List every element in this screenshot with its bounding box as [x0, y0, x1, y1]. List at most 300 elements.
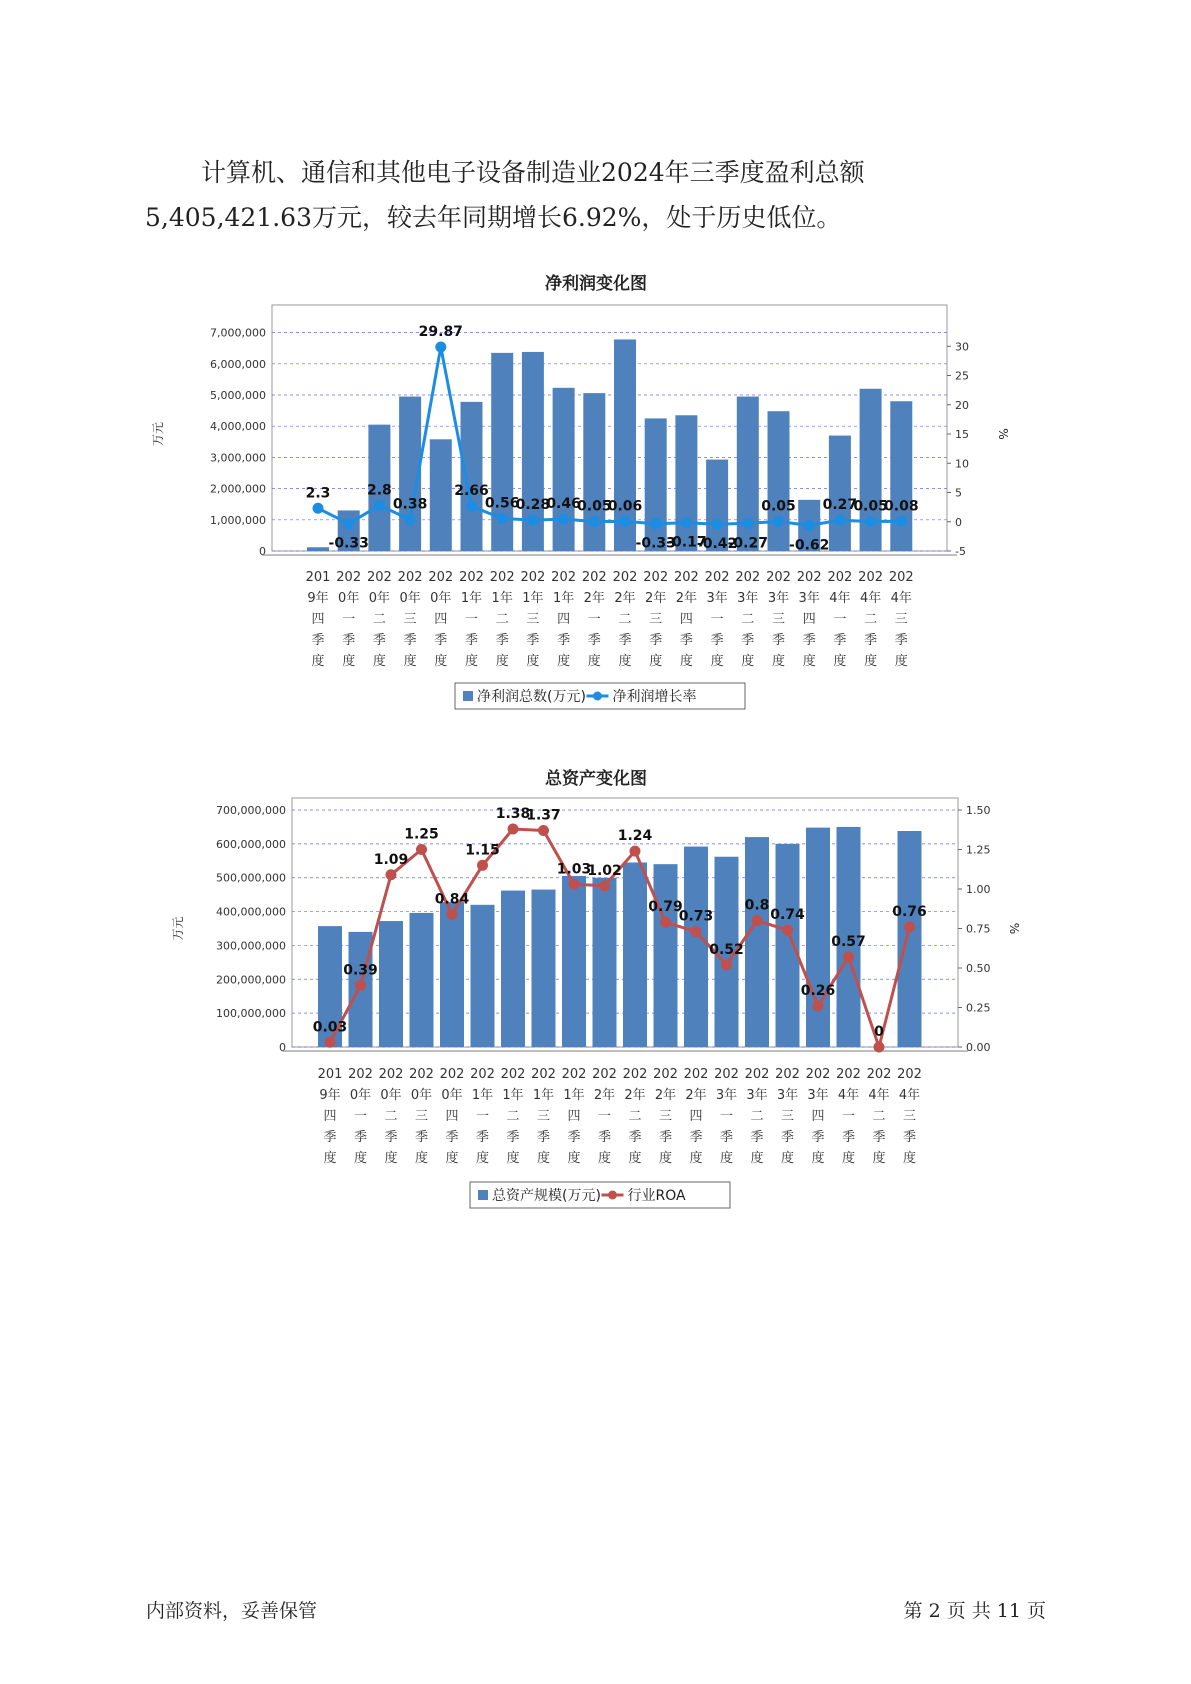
x-tick-label: 三	[414, 1109, 429, 1124]
bar	[430, 439, 452, 551]
x-tick-label: 度	[464, 654, 479, 669]
data-label: 0.26	[800, 982, 836, 999]
x-tick-label: 季	[445, 1130, 459, 1145]
x-tick-label: 202	[653, 1067, 678, 1082]
footer-page-number: 第 2 页 共 11 页	[903, 1600, 1046, 1622]
x-tick-label: 202	[348, 1067, 373, 1082]
x-tick-label: 4年	[829, 591, 851, 606]
x-tick-label: 度	[526, 654, 540, 669]
data-label: 0.08	[884, 498, 919, 515]
y2-tick-label: 10	[955, 457, 969, 471]
bar	[898, 831, 922, 1047]
x-tick-label: 季	[771, 633, 786, 648]
bar	[440, 902, 464, 1047]
x-tick-label: 季	[811, 1130, 825, 1145]
x-tick-label: 9年	[319, 1088, 341, 1103]
bar	[532, 890, 556, 1047]
series-point	[466, 501, 477, 512]
x-tick-label: 3年	[737, 591, 759, 606]
series-point	[834, 515, 845, 526]
series-point	[589, 516, 600, 527]
x-tick-label: 季	[802, 633, 816, 648]
x-tick-label: 201	[317, 1067, 343, 1082]
bar	[806, 828, 830, 1047]
x-tick-label: 三	[902, 1109, 917, 1124]
x-tick-label: 二	[372, 612, 386, 627]
x-tick-label: 1年	[460, 591, 483, 606]
x-tick-label: 度	[894, 654, 908, 669]
legend	[470, 1182, 730, 1208]
x-tick-label: 季	[679, 633, 693, 648]
x-tick-label: 季	[342, 633, 356, 648]
x-tick-label: 季	[864, 633, 878, 648]
x-tick-label: 2年	[645, 591, 667, 606]
data-label: 1.24	[617, 828, 653, 845]
x-tick-label: 度	[506, 1151, 520, 1166]
data-label: 2.3	[305, 485, 331, 502]
x-tick-label: 季	[780, 1130, 795, 1145]
summary-line-1: 计算机、通信和其他电子设备制造业2024年三季度盈利总额	[201, 158, 865, 187]
y2-tick-label: 1.25	[966, 843, 991, 857]
x-tick-label: 202	[561, 1067, 587, 1082]
bar	[379, 921, 403, 1047]
x-tick-label: 0年	[410, 1088, 433, 1103]
y2-tick-label: 1.00	[966, 883, 991, 896]
x-tick-label: 三	[649, 612, 663, 627]
bar	[562, 876, 586, 1047]
x-tick-label: 3年	[807, 1088, 829, 1103]
series-point	[650, 518, 661, 529]
series-point	[874, 1042, 885, 1053]
series-point	[355, 980, 366, 991]
bar	[684, 847, 708, 1047]
x-tick-label: 季	[597, 1130, 612, 1145]
x-tick-label: 一	[587, 612, 601, 627]
data-label: 0.46	[546, 496, 581, 513]
y2-tick-label: -5	[955, 545, 966, 558]
data-label: 0.06	[607, 498, 643, 515]
x-tick-label: 202	[836, 1067, 861, 1082]
x-tick-label: 4年	[898, 1088, 921, 1103]
x-tick-label: 202	[683, 1067, 709, 1082]
bar	[829, 436, 851, 551]
x-tick-label: 1年	[491, 591, 513, 606]
data-label: 0.74	[770, 907, 805, 924]
bar	[645, 418, 667, 551]
y2-axis-label: %	[1007, 922, 1021, 935]
x-tick-label: 季	[649, 633, 663, 648]
series-point	[325, 1037, 336, 1048]
x-tick-label: 202	[796, 570, 822, 585]
x-tick-label: 一	[597, 1109, 612, 1124]
x-tick-label: 季	[872, 1130, 886, 1145]
x-tick-label: 度	[750, 1151, 764, 1166]
x-tick-label: 二	[506, 1109, 520, 1124]
series-point	[804, 520, 815, 531]
data-label: 0.84	[434, 891, 470, 908]
series-point	[904, 921, 915, 932]
legend-swatch-dot	[608, 1191, 617, 1200]
x-tick-label: 一	[841, 1109, 856, 1124]
bar	[583, 393, 605, 551]
x-tick-label: 季	[495, 633, 509, 648]
data-label: 0.05	[853, 498, 888, 515]
bar	[776, 844, 800, 1047]
data-label: 0.79	[648, 899, 683, 916]
series-point	[620, 516, 631, 527]
x-tick-label: 二	[741, 612, 755, 627]
y2-tick-label: 0.75	[966, 922, 991, 936]
x-tick-label: 三	[526, 612, 540, 627]
x-tick-label: 二	[750, 1109, 764, 1124]
y-tick-label: 4,000,000	[210, 420, 266, 434]
data-label: 0.28	[515, 497, 551, 514]
x-tick-label: 202	[766, 570, 791, 585]
x-tick-label: 202	[397, 570, 423, 585]
x-tick-label: 0年	[368, 591, 391, 606]
data-label: 2.66	[454, 483, 489, 500]
x-tick-label: 季	[719, 1130, 734, 1145]
x-tick-label: 1年	[563, 1088, 585, 1103]
x-tick-label: 度	[811, 1151, 825, 1166]
data-label: 1.38	[495, 805, 531, 822]
x-tick-label: 202	[378, 1067, 404, 1082]
x-tick-label: 202	[551, 570, 577, 585]
series-point	[374, 500, 385, 511]
x-tick-label: 二	[864, 612, 878, 627]
x-tick-label: 度	[780, 1151, 795, 1166]
x-tick-label: 季	[506, 1130, 520, 1145]
x-tick-label: 度	[771, 654, 786, 669]
x-tick-label: 2年	[583, 591, 605, 606]
x-tick-label: 202	[827, 570, 853, 585]
series-point	[599, 880, 610, 891]
x-tick-label: 202	[520, 570, 546, 585]
x-tick-label: 0年	[380, 1088, 402, 1103]
y-tick-label: 300,000,000	[216, 939, 286, 953]
x-tick-label: 季	[741, 633, 755, 648]
x-tick-label: 度	[872, 1151, 886, 1166]
y2-tick-label: 0	[955, 515, 962, 529]
series-point	[405, 514, 416, 525]
x-tick-label: 度	[353, 1151, 368, 1166]
x-tick-label: 度	[902, 1151, 917, 1166]
x-tick-label: 3年	[776, 1088, 799, 1103]
x-tick-label: 202	[592, 1067, 617, 1082]
x-tick-label: 202	[858, 570, 884, 585]
x-tick-label: 2年	[624, 1088, 646, 1103]
y2-tick-label: 0.50	[966, 962, 991, 975]
summary-line-2: 5,405,421.63万元，较去年同期增长6.92%，处于历史低位。	[145, 203, 842, 232]
x-tick-label: 0年	[441, 1088, 463, 1103]
x-tick-label: 二	[628, 1109, 642, 1124]
x-tick-label: 2年	[675, 591, 698, 606]
series-point	[343, 518, 354, 529]
x-tick-label: 季	[628, 1130, 642, 1145]
data-label: 0.73	[678, 908, 714, 925]
y2-tick-label: 20	[955, 398, 969, 412]
x-tick-label: 四	[811, 1109, 825, 1124]
series-point	[843, 951, 854, 962]
x-tick-label: 度	[414, 1151, 429, 1166]
x-tick-label: 四	[689, 1109, 703, 1124]
x-tick-label: 202	[428, 570, 454, 585]
series-point	[813, 1000, 824, 1011]
x-tick-label: 三	[536, 1109, 551, 1124]
x-tick-label: 度	[719, 1151, 734, 1166]
data-label: 0.52	[709, 941, 744, 958]
series-point	[742, 518, 753, 529]
x-tick-label: 度	[475, 1151, 490, 1166]
y2-tick-label: 5	[955, 486, 962, 500]
x-tick-label: 202	[409, 1067, 434, 1082]
data-label: 1.09	[373, 851, 409, 868]
x-tick-label: 201	[305, 570, 331, 585]
y2-axis-label: %	[996, 428, 1010, 440]
x-tick-label: 季	[526, 633, 540, 648]
x-tick-label: 202	[714, 1067, 739, 1082]
data-label: 2.8	[366, 482, 392, 499]
x-tick-label: 度	[445, 1151, 459, 1166]
x-tick-label: 一	[475, 1109, 490, 1124]
series-point	[447, 909, 458, 920]
x-tick-label: 二	[495, 612, 509, 627]
y-tick-label: 100,000,000	[216, 1007, 286, 1021]
bar	[461, 402, 483, 551]
x-tick-label: 一	[710, 612, 724, 627]
series-point	[773, 516, 784, 527]
x-tick-label: 度	[864, 654, 878, 669]
x-tick-label: 2年	[593, 1088, 616, 1103]
x-tick-label: 202	[704, 570, 730, 585]
x-tick-label: 度	[741, 654, 755, 669]
y-tick-label: 2,000,000	[210, 482, 266, 496]
data-label: 1.15	[465, 842, 500, 859]
x-tick-label: 度	[495, 654, 509, 669]
x-tick-label: 二	[618, 612, 632, 627]
x-tick-label: 季	[618, 633, 632, 648]
chart-title: 净利润变化图	[545, 274, 647, 294]
x-tick-label: 季	[464, 633, 479, 648]
x-tick-label: 度	[618, 654, 632, 669]
x-tick-label: 三	[780, 1109, 795, 1124]
x-tick-label: 四	[445, 1109, 459, 1124]
series-point	[558, 514, 569, 525]
x-tick-label: 2年	[614, 591, 636, 606]
x-tick-label: 季	[414, 1130, 429, 1145]
x-tick-label: 季	[323, 1130, 337, 1145]
x-tick-label: 季	[536, 1130, 551, 1145]
y2-tick-label: 25	[955, 369, 969, 383]
x-tick-label: 度	[833, 654, 847, 669]
x-tick-label: 季	[587, 633, 601, 648]
series-point	[782, 925, 793, 936]
data-label: 1.37	[526, 807, 561, 824]
y-axis-label: 万元	[151, 421, 165, 447]
x-tick-label: 1年	[552, 591, 575, 606]
x-tick-label: 度	[802, 654, 816, 669]
data-label: -0.42	[696, 536, 738, 553]
x-tick-label: 202	[866, 1067, 892, 1082]
x-tick-label: 202	[581, 570, 607, 585]
x-tick-label: 季	[557, 633, 571, 648]
bar	[471, 905, 495, 1047]
x-tick-label: 0年	[430, 591, 452, 606]
series-point	[691, 926, 702, 937]
legend-swatch-bar	[478, 1190, 488, 1200]
data-label: 1.25	[404, 826, 439, 843]
data-label: 0.05	[577, 498, 612, 515]
x-tick-label: 四	[802, 612, 816, 627]
series-point	[752, 915, 763, 926]
data-label: -0.33	[328, 535, 369, 552]
x-tick-label: 4年	[837, 1088, 860, 1103]
y-tick-label: 6,000,000	[210, 357, 266, 371]
x-tick-label: 度	[587, 654, 601, 669]
data-label: 0.03	[312, 1019, 348, 1036]
y-axis-label: 万元	[171, 916, 185, 941]
x-tick-label: 二	[872, 1109, 886, 1124]
x-tick-label: 四	[679, 612, 693, 627]
net-profit-chart	[0, 265, 1191, 715]
footer-confidential-note: 内部资料，妥善保管	[146, 1600, 318, 1622]
x-tick-label: 202	[489, 570, 515, 585]
bar	[675, 415, 697, 551]
bar	[307, 547, 329, 551]
x-tick-label: 2年	[685, 1088, 707, 1103]
y-tick-label: 3,000,000	[210, 451, 266, 465]
y-tick-label: 400,000,000	[216, 905, 286, 919]
series-point	[497, 513, 508, 524]
x-tick-label: 三	[658, 1109, 673, 1124]
x-tick-label: 季	[311, 633, 325, 648]
x-tick-label: 季	[403, 633, 417, 648]
x-tick-label: 度	[597, 1151, 612, 1166]
data-label: -0.17	[666, 534, 707, 551]
x-tick-label: 202	[439, 1067, 465, 1082]
series-point	[712, 519, 723, 530]
x-tick-label: 度	[658, 1151, 673, 1166]
x-tick-label: 3年	[715, 1088, 738, 1103]
x-tick-label: 3年	[798, 591, 820, 606]
series-point	[435, 342, 446, 353]
data-label: 0.76	[892, 903, 927, 920]
x-tick-label: 202	[897, 1067, 922, 1082]
bar	[745, 837, 769, 1047]
x-tick-label: 度	[372, 654, 386, 669]
data-label: 0.05	[761, 498, 796, 515]
x-tick-label: 202	[805, 1067, 831, 1082]
series-point	[865, 516, 876, 527]
x-tick-label: 季	[833, 633, 847, 648]
bar	[553, 388, 575, 551]
series-point	[477, 860, 488, 871]
x-tick-label: 202	[366, 570, 392, 585]
bar	[623, 862, 647, 1047]
bar	[410, 913, 434, 1047]
y-tick-label: 200,000,000	[216, 973, 286, 987]
legend-label-bar: 净利润总数(万元)	[477, 689, 586, 705]
series-point	[527, 515, 538, 526]
x-tick-label: 季	[689, 1130, 703, 1145]
legend-label-line: 净利润增长率	[612, 689, 697, 705]
x-tick-label: 四	[557, 612, 571, 627]
x-tick-label: 季	[353, 1130, 368, 1145]
x-tick-label: 度	[342, 654, 356, 669]
x-tick-label: 度	[567, 1151, 581, 1166]
series-point	[721, 959, 732, 970]
x-tick-label: 202	[470, 1067, 495, 1082]
x-tick-label: 度	[679, 654, 693, 669]
x-tick-label: 202	[744, 1067, 770, 1082]
chart-title: 总资产变化图	[545, 769, 647, 789]
x-tick-label: 季	[372, 633, 386, 648]
x-tick-label: 三	[894, 612, 908, 627]
series-point	[508, 823, 519, 834]
data-label: 1.03	[556, 861, 592, 878]
data-label: 1.02	[587, 862, 622, 879]
x-tick-label: 季	[475, 1130, 490, 1145]
x-tick-label: 0年	[399, 591, 421, 606]
x-tick-label: 度	[323, 1151, 337, 1166]
x-tick-label: 3年	[767, 591, 790, 606]
x-tick-label: 季	[384, 1130, 398, 1145]
x-tick-label: 202	[459, 570, 484, 585]
x-tick-label: 度	[384, 1151, 398, 1166]
bar	[593, 878, 617, 1047]
data-label: 0.38	[392, 496, 428, 513]
x-tick-label: 四	[311, 612, 325, 627]
x-tick-label: 季	[902, 1130, 917, 1145]
y2-tick-label: 15	[955, 428, 969, 441]
x-tick-label: 度	[649, 654, 663, 669]
data-label: 0.27	[822, 497, 858, 514]
x-tick-label: 1年	[502, 1088, 524, 1103]
x-tick-label: 4年	[890, 591, 912, 606]
x-tick-label: 202	[612, 570, 638, 585]
legend	[455, 683, 745, 709]
x-tick-label: 度	[628, 1151, 642, 1166]
x-tick-label: 度	[403, 654, 417, 669]
x-tick-label: 1年	[471, 1088, 494, 1103]
x-tick-label: 4年	[859, 591, 882, 606]
legend-label-line: 行业ROA	[627, 1188, 686, 1204]
x-tick-label: 2年	[654, 1088, 677, 1103]
bar	[768, 411, 790, 551]
x-tick-label: 4年	[868, 1088, 890, 1103]
series-point	[569, 879, 580, 890]
y-tick-label: 5,000,000	[210, 389, 266, 402]
series-point	[416, 844, 427, 855]
y2-tick-label: 30	[955, 340, 969, 354]
total-assets-chart	[0, 760, 1191, 1210]
x-tick-label: 度	[311, 654, 325, 669]
y2-tick-label: 1.50	[966, 804, 991, 817]
x-tick-label: 季	[750, 1130, 764, 1145]
x-tick-label: 度	[710, 654, 724, 669]
x-tick-label: 季	[710, 633, 724, 648]
data-label: -0.27	[727, 535, 768, 552]
data-label: 0.8	[744, 897, 770, 914]
legend-label-bar: 总资产规模(万元)	[492, 1188, 601, 1204]
data-label: 29.87	[418, 324, 463, 341]
y-tick-label: 500,000,000	[216, 871, 286, 885]
legend-swatch-dot	[593, 692, 602, 701]
data-label: -0.62	[789, 537, 830, 554]
y-tick-label: 1,000,000	[210, 513, 266, 527]
y-tick-label: 0	[279, 1041, 286, 1054]
x-tick-label: 202	[643, 570, 669, 585]
